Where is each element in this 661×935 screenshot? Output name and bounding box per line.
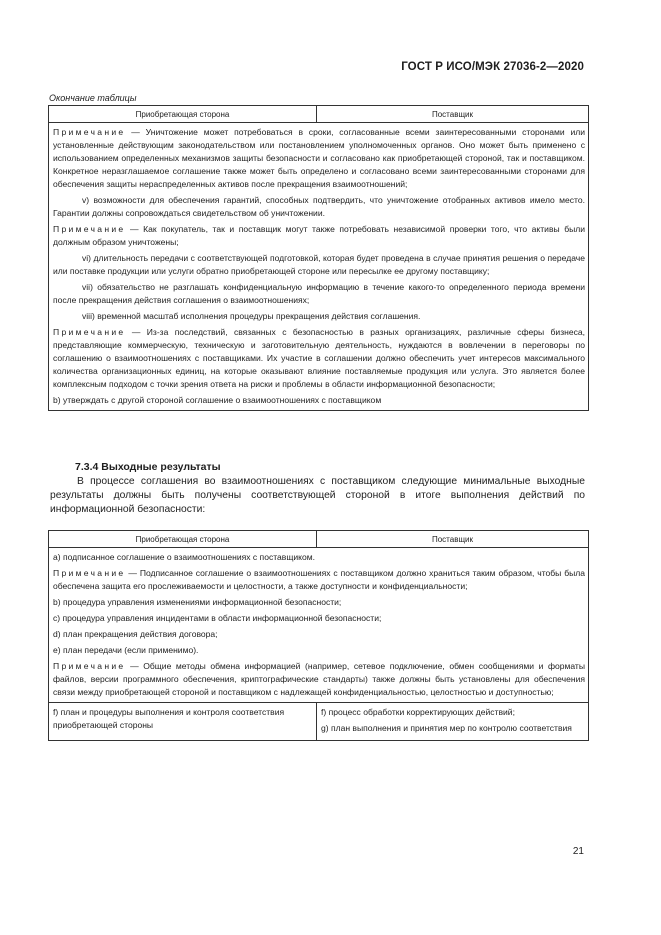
note-label: Примечание [53,327,126,337]
note-label: Примечание [53,224,126,234]
table-row [49,123,589,411]
list-item: viii) временной масштаб исполнения процедуры прекращения действия соглашения. [82,311,421,321]
header-acquirer: Приобретающая сторона [49,106,317,123]
list-item: vi) длительность передачи с соответствующей подготовкой, которая будет проведена в случае принятия решения о передаче или поставке продукции или услуги обратно приобретающей стороне или пересылке ее другому поставщику; [53,253,585,276]
cell-supplier [317,703,589,741]
note [53,223,585,249]
note [53,567,585,593]
table-2 [48,530,589,741]
table-continuation-label: Окончание таблицы [49,93,137,103]
merged-cell [49,548,589,703]
list-item: g) план выполнения и принятия мер по контролю соответствия [321,723,572,733]
table-row [49,548,589,703]
table-1 [48,105,589,411]
table-header-row [49,531,589,548]
note [53,326,585,391]
list-item: b) процедура управления изменениями информационной безопасности; [53,597,342,607]
note-label: Примечание [53,661,126,671]
list-item: e) план передачи (если применимо). [53,645,199,655]
note [53,660,585,699]
table-header-row [49,106,589,123]
list-item: c) процедура управления инцидентами в области информационной безопасности; [53,613,382,623]
note-text: — Уничтожение может потребоваться в сроки, согласованные всеми заинтересованными сторонами или установленные действующим законодательством или постановлением уполномоченных органов. Оно может быть применено с использованием определенных механизмов защиты безопасности и согласовано как приобретающей стороной, так и поставщиком. Конкретное неразглашаемое соглашение также может быть определено и согласовано всеми заинтересованными сторонами для обеспечения защиты нераспределенных активов после прекращения взаимоотношений; [53,127,585,189]
cell-content [49,548,588,699]
table-row [49,703,589,741]
list-item: d) план прекращения действия договора; [53,629,218,639]
header-supplier: Поставщик [317,531,589,548]
list-item: f) процесс обработки корректирующих действий; [321,707,515,717]
header-acquirer: Приобретающая сторона [49,531,317,548]
note-label: Примечание [53,568,126,578]
note-label: Примечание [53,127,126,137]
header-supplier: Поставщик [317,106,589,123]
note [53,126,585,191]
section-paragraph: В процессе соглашения во взаимоотношениях с поставщиком следующие минимальные выходные результаты должны быть получены соответствующей стороной в итоге выполнения действий по информационной безопасности: [50,476,585,515]
section-title: 7.3.4 Выходные результаты [75,461,221,473]
note-text: — Общие методы обмена информацией (например, сетевое подключение, обмен сообщениями и форматы файлов, версии программного обеспечения, криптографические стандарты) также должны быть установлены для обеспечения связи между приобретающей стороной и поставщиком с надлежащей конфиденциальностью, целостностью и доступностью; [53,661,585,697]
list-item: f) план и процедуры выполнения и контроля соответствия приобретающей стороны [53,707,285,730]
cell-content [317,703,588,740]
cell-content [49,123,588,407]
cell-content [49,703,316,737]
page-number: 21 [572,846,584,857]
note-text: — Из-за последствий, связанных с безопасностью в разных организациях, различные сферы бизнеса, представляющие коммерческую, техническую и заготовительную деятельность, нуждаются в вовлечении в переговоры по соглашению о взаимоотношениях с поставщиками. Их участие в соглашении должно обеспечить учет интересов максимального количества организационных единиц, на которые оказывают влияние поставляемые продукция или услуга. Это является более комплексным подходом с точки зрения ответа на риски и проблемы в области информационной безопасности; [53,327,585,389]
list-item: vii) обязательство не разглашать конфиденциальную информацию в течение какого-то определенного периода времени после прекращения действия соглашения о взаимоотношениях; [53,282,585,305]
note-text: — Подписанное соглашение о взаимоотношениях с поставщиком должно храниться таким образом, чтобы была обеспечена защита его прослеживаемости и целостности, а также доступности и конфиденциальности; [53,568,585,591]
document-header: ГОСТ Р ИСО/МЭК 27036-2—2020 [401,61,584,73]
merged-cell [49,123,589,411]
note-text: — Как покупатель, так и поставщик могут также потребовать независимой проверки того, что активы были должным образом уничтожены; [53,224,585,247]
list-item: а) подписанное соглашение о взаимоотношениях с поставщиком. [53,552,315,562]
list-item: v) возможности для обеспечения гарантий, способных подтвердить, что уничтожение отобранных активов имело место. Гарантии должны сопровождаться свидетельством об уничтожении. [53,195,585,218]
list-item: b) утверждать с другой стороной соглашение о взаимоотношениях с поставщиком [53,395,382,405]
cell-acquirer [49,703,317,741]
